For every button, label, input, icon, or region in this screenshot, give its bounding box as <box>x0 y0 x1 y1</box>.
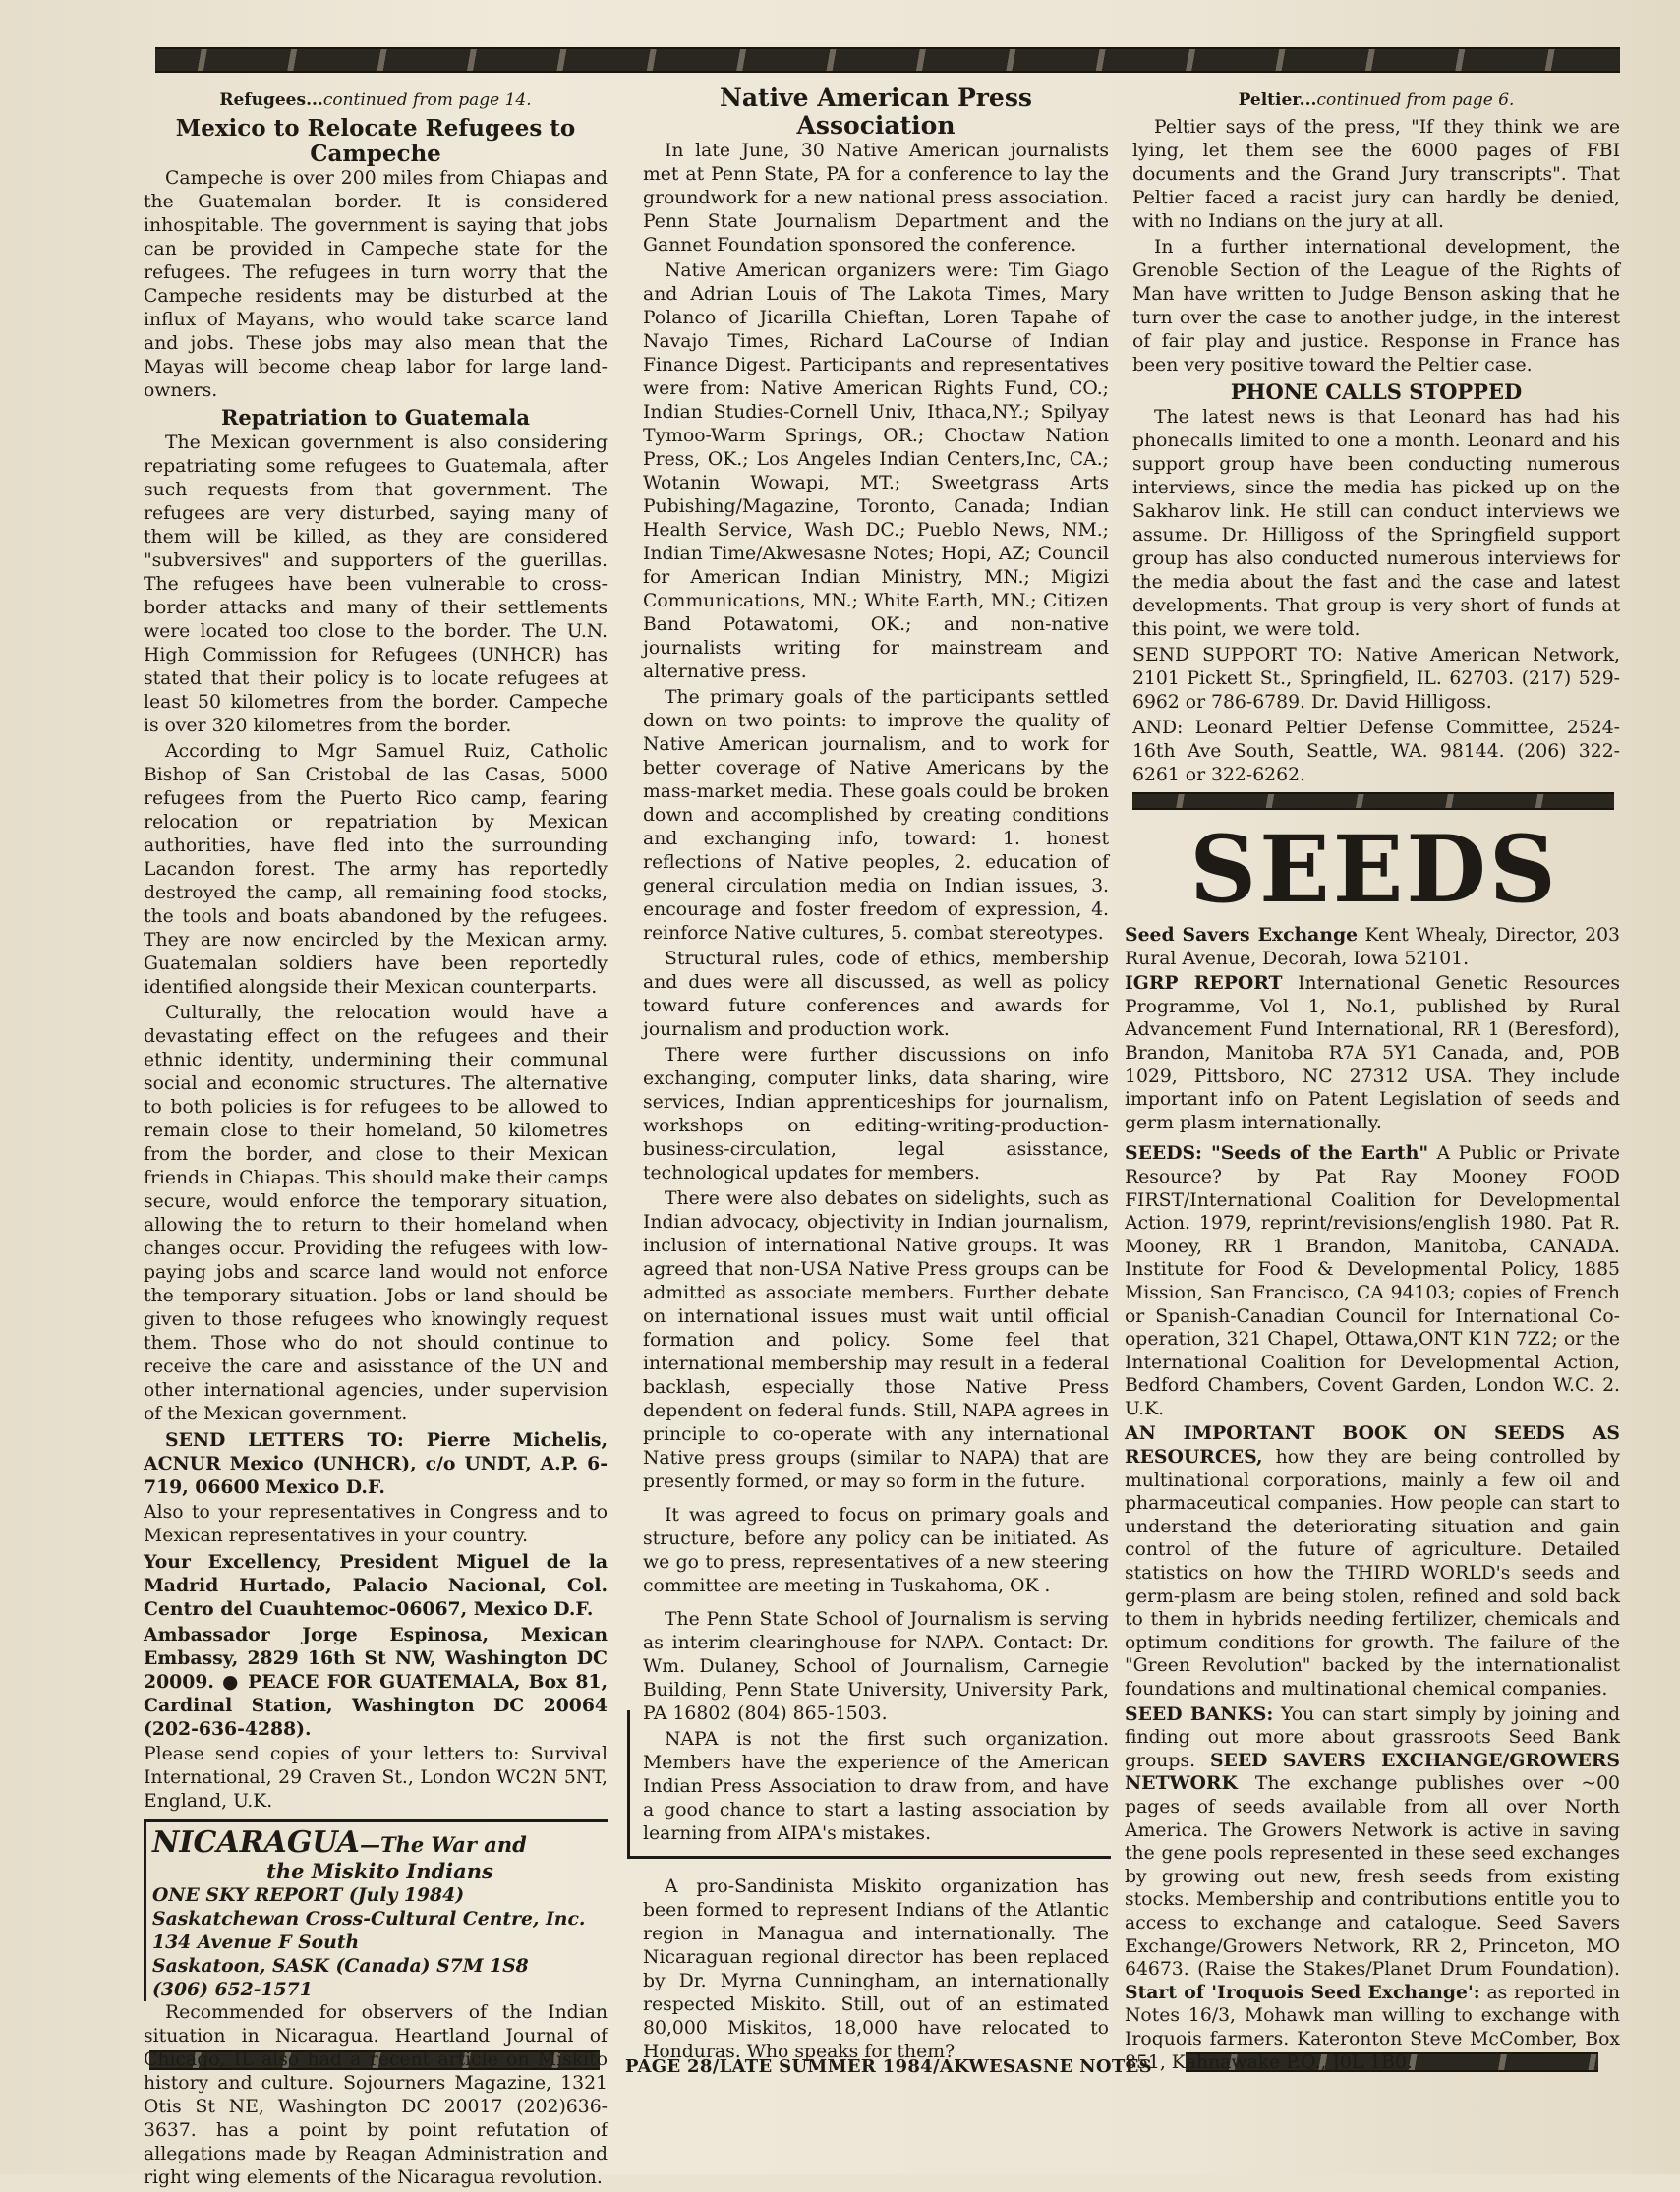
napa-paragraph: Native American organizers were: Tim Giago and Adrian Louis of The Lakota Times, Mary Polanco of Jicarilla Chieftan, Loren Tapahe of Navajo Times, Richard LaCourse of Indian Finance Digest. Participants and representatives were from: Native American Rights Fund, CO.; Indian Studies-Cornell Univ, Ithaca,NY.; Spilyay Tymoo-Warm Springs, OR.; Choctaw Nation Press, OK.; Los Angeles Indian Centers,Inc, CA.; Wotanin Wowapi, MT.; Sweetgrass Arts Pubishing/Magazine, Toronto, Canada; Indian Health Service, Wash DC.; Pueblo News, NM.; Indian Time/Akwesasne Notes; Hopi, AZ; Council for American Indian Ministry, MN.; Migizi Communications, MN.; White Earth, MN.; Citizen Band Potawatomi, OK.; and non-native journalists writing for mainstream and alternative press. <box>643 260 1109 682</box>
page-footer: PAGE 28/LATE SUMMER 1984/AKWESASNE NOTES <box>625 2056 1152 2077</box>
excellency-address: Your Excellency, President Miguel de la Madrid Hurtado, Palacio Nacional, Col. Centro del Cuauhtemoc-06067, Mexico D.F. <box>144 1551 608 1620</box>
napa-paragraph: There were further discussions on info exchanging, computer links, data sharing, wire services, Indian apprenticeships for journalism, workshops on editing-writing-production-business-circulation, legal asisstance, technological updates for members. <box>643 1045 1109 1183</box>
seeds-title: SEEDS <box>1189 816 1559 924</box>
napa-paragraph: NAPA is not the first such organization. Members have the experience of the American Indian Press Association to draw from, and have a good chance to start a lasting association by learning from AIPA's mistakes. <box>643 1729 1109 1844</box>
top-decorative-band <box>155 47 1620 73</box>
seeds-decorative-band <box>1132 792 1614 810</box>
napa-column <box>643 85 1109 1848</box>
refugees-paragraph: Campeche is over 200 miles from Chiapas and the Guatemalan border. It is considered inhospitable. The government is saying that jobs can be provided in Campeche state for the refugees. The refugees in turn worry that the Campeche residents may be disturbed at the influx of Mayans, who would take scarce land and jobs. These jobs may also mean that the Mayas will become cheap labor for large land-owners. <box>144 168 608 401</box>
napa-paragraph: The primary goals of the participants settled down on two points: to improve the quality of Native American journalism, and to work for better coverage of Native Americans by the mass-market media. These goals could be broken down and accomplished by creating conditions and exchanging info, toward: 1. honest reflections of Native peoples, 2. education of general circulation media on Indian issues, 3. encourage and foster freedom of expression, 4. reinforce Native cultures, 5. combat stereotypes. <box>643 687 1109 944</box>
peltier-column <box>1132 88 1620 789</box>
peltier-paragraph: The latest news is that Leonard has had his phonecalls limited to one a month. Leonard and his support group have been conducting numerous interviews, since the media has picked up on the Sakharov link. He still can conduct interviews we assume. Dr. Hilligoss of the Springfield support group has also conducted numerous interviews for the media about the fast and the case and latest developments. That group is very short of funds at this point, we were told. <box>1132 407 1620 640</box>
nicaragua-body: Recommended for observers of the Indian situation in Nicaragua. Heartland Journal of Chicago, IL also had a recent article on Miskito history and culture. Sojourners Magazine, 1321 Otis St NE, Washington DC 20017 (202)636-3637. has a point by point refutation of allegations made by Reagan Administration and right wing elements of the Nicaragua revolution. <box>144 2002 608 2188</box>
repatriation-subheading: Repatriation to Guatemala <box>220 405 530 430</box>
seeds-of-earth-entry: SEEDS: "Seeds of the Earth" A Public or Private Resource? by Pat Ray Mooney FOOD FIRST/International Coalition for Developmental Action. 1979, reprint/revisions/english 1980. Pat R. Mooney, RR 1 Brandon, Manitoba, CANADA. Institute for Food & Developmental Policy, 1885 Mission, San Francisco, CA 94103; copies of French or Spanish-Canadian Council for International Co-operation, 321 Chapel, Ottawa,ONT K1N 7Z2; or the International Coalition for Developmental Action, Bedford Chambers, Covent Garden, London W.C. 2. U.K. <box>1125 1142 1621 1419</box>
nicaragua-box <box>144 1819 608 2001</box>
napa-paragraph: Structural rules, code of ethics, membership and dues were all discussed, as well as policy toward future conferences and awards for journalism and production work. <box>643 949 1109 1040</box>
refugees-paragraph: According to Mgr Samuel Ruiz, Catholic Bishop of San Cristobal de las Casas, 5000 refugees from the Puerto Rico camp, fearing relocation or repatriation by Mexican authorities, have fled into the surrounding Lacandon forest. The army has reportedly destroyed the camp, all remaining food stocks, the tools and boats abandoned by the refugees. They are now encircled by the Mexican army. Guatemalan soldiers have been reportedly identified alongside their Mexican counterparts. <box>144 741 608 998</box>
refugees-heading: Mexico to Relocate Refugees to Campeche <box>175 115 576 167</box>
napa-title: Native American Press Association <box>720 84 1032 140</box>
nicaragua-title: NICARAGUA—The War and <box>152 1825 527 1860</box>
send-support: SEND SUPPORT TO: Native American Network, 2101 Pickett St., Springfield, IL. 62703. (217) 529-6962 or 786-6789. Dr. David Hilligoss. <box>1132 645 1620 713</box>
seed-banks-entry: SEED BANKS: You can start simply by joining and finding out more about grassroots Seed Bank groups. SEED SAVERS EXCHANGE/GROWERS NETWORK The exchange publishes over ~00 pages of seeds available from all over North America. The Growers Network is active in saving the gene pools represented in these seed exchanges by growing out new, fresh seeds from existing stocks. Membership and contributions entitle you to access to exchange and catalogue. Seed Savers Exchange/Growers Network, RR 2, Princeton, MO 64673. (Raise the Stakes/Planet Drum Foundation). Start of 'Iroquois Seed Exchange': as reported in Notes 16/3, Mohawk man willing to exchange with Iroquois farmers. Kateronton Steve McComber, Box 851, Kahnawake P.Q., J0L 1B0. <box>1125 1702 1620 2073</box>
nicaragua-phone: (306) 652-1571 <box>152 1979 313 2000</box>
ambassador-address: Ambassador Jorge Espinosa, Mexican Embassy, 2829 16th St NW, Washington DC 20009. ● PEACE FOR GUATEMALA, Box 81, Cardinal Station, Washington DC 20064 (202-636-4288). <box>144 1624 608 1740</box>
nicaragua-addr1: 134 Avenue F South <box>152 1932 360 1953</box>
refugees-column <box>144 88 608 2192</box>
refugees-continued-line: Refugees...continued from page 14. <box>219 90 532 110</box>
napa-paragraph: The Penn State School of Journalism is serving as interim clearinghouse for NAPA. Contact: Dr. Wm. Dulaney, School of Journalism, Carnegie Building, Penn State University, University Park, PA 16802 (804) 865-1503. <box>643 1609 1109 1724</box>
defense-committee: AND: Leonard Peltier Defense Committee, 2524-16th Ave South, Seattle, WA. 98144. (206) 322-6261 or 322-6262. <box>1132 718 1620 785</box>
nicaragua-report: ONE SKY REPORT (July 1984) <box>152 1884 465 1906</box>
napa-paragraph: It was agreed to focus on primary goals and structure, before any policy can be initiated. As we go to press, representatives of a new steering committee are meeting in Tuskahoma, OK . <box>643 1505 1109 1596</box>
phone-calls-heading: PHONE CALLS STOPPED <box>1230 379 1523 404</box>
miskito-paragraph: A pro-Sandinista Miskito organization has been formed to represent Indians of the Atlantic region in Managua and internationally. The Nicaraguan regional director has been replaced by Dr. Myrna Cunningham, an internationally respected Miskito. Still, out of an estimated 80,000 Miskitos, 18,000 have relocated to Honduras. Who speaks for them? <box>643 1876 1109 2062</box>
important-book-entry: AN IMPORTANT BOOK ON SEEDS AS RESOURCES, how they are being controlled by multinational corporations, mainly a few oil and pharmaceutical companies. How people can start to understand the deteriorating situation and gain control of the future of agriculture. Detailed statistics on how the THIRD WORLD's seeds and germ-plasm are being stolen, refined and sold back to them in hybrids needing fertilizer, chemicals and optimum conditions for growth. The failure of the "Green Revolution" backed by the internationalist foundations and multinational chemical companies. <box>1125 1422 1620 1700</box>
nicaragua-addr2: Saskatoon, SASK (Canada) S7M 1S8 <box>152 1955 529 1977</box>
igrp-entry: IGRP REPORT International Genetic Resources Programme, Vol 1, No.1, published by Rural Advancement Fund International, RR 1 (Beresford), Brandon, Manitoba R7A 5Y1 Canada, and, POB 1029, Pittsboro, NC 27312 USA. They include important info on Patent Legislation of seeds and germ plasm internationally. <box>1125 972 1620 1133</box>
also-representatives: Also to your representatives in Congress and to Mexican representatives in your country. <box>144 1502 608 1546</box>
peltier-paragraph: Peltier says of the press, "If they think we are lying, let them see the 6000 pages of FBI documents and the Grand Jury transcripts". That Peltier faced a racist jury can hardly be denied, with no Indians on the jury at all. <box>1132 117 1620 232</box>
napa-paragraph: In late June, 30 Native American journalists met at Penn State, PA for a conference to lay the groundwork for a new national press association. Penn State Journalism Department and the Gannet Foundation sponsored the conference. <box>643 141 1109 256</box>
refugees-paragraph: The Mexican government is also considering repatriating some refugees to Guatemala, after such requests from that government. The refugees are very disturbed, saying many of them will be killed, as they are considered "subversives" and supporters of the guerillas. The refugees have been vulnerable to cross-border attacks and many of their settlements were located too close to the border. The U.N. High Commission for Refugees (UNHCR) has stated that their policy is to locate refugees at least 50 kilometres from the border. Campeche is over 320 kilometres from the border. <box>144 433 608 736</box>
nicaragua-org: Saskatchewan Cross-Cultural Centre, Inc. <box>152 1908 586 1930</box>
seeds-column <box>1125 924 1620 2076</box>
peltier-paragraph: In a further international development, the Grenoble Section of the League of the Rights of Man have written to Judge Benson asking that he turn over the case to another judge, in the interest of fair play and justice. Response in France has been very positive toward the Peltier case. <box>1132 237 1620 375</box>
seed-savers-entry: Seed Savers Exchange Kent Whealy, Director, 203 Rural Avenue, Decorah, Iowa 52101. <box>1125 924 1621 969</box>
refugees-paragraph: Culturally, the relocation would have a devastating effect on the refugees and their ethnic identity, undermining their communal social and economic structures. The alternative to both policies is for refugees to be allowed to remain close to their homeland, 50 kilometres from the border, and close to their Mexican friends in Chiapas. This should make their camps secure, would enforce the temporary situation, allowing the to return to their homeland when changes occur. Providing the refugees with low-paying jobs and scarce land would not enforce the temporary situation. Jobs or land should be given to those refugees who knowingly request them. Those who do not should continue to receive the care and asisstance of the UN and other international agencies, under supervision of the Mexican government. <box>144 1003 608 1424</box>
napa-box-left-rule <box>627 1710 630 1858</box>
napa-box-bottom-rule <box>627 1856 1111 1859</box>
nicaragua-subtitle: the Miskito Indians <box>266 1859 493 1883</box>
copies-note: Please send copies of your letters to: Survival International, 29 Craven St., London WC2N 5NT, England, U.K. <box>144 1744 608 1812</box>
miskito-story <box>643 1875 1109 2066</box>
napa-paragraph: There were also debates on sidelights, such as Indian advocacy, objectivity in Indian journalism, inclusion of international Native groups. It was agreed that non-USA Native Press groups can be admitted as associate members. Further debate on international issues must wait until official formation and policy. Some feel that international membership may result in a federal backlash, especially those Native Press dependent on federal funds. Still, NAPA agrees in principle to co-operate with any international Native press groups (similar to NAPA) that are presently formed, or may so form in the future. <box>643 1188 1109 1492</box>
send-letters: SEND LETTERS TO: Pierre Michelis, ACNUR Mexico (UNHCR), c/o UNDT, A.P. 6-719, 06600 Mexico D.F. <box>144 1429 608 1498</box>
peltier-continued-line: Peltier...continued from page 6. <box>1238 90 1515 110</box>
